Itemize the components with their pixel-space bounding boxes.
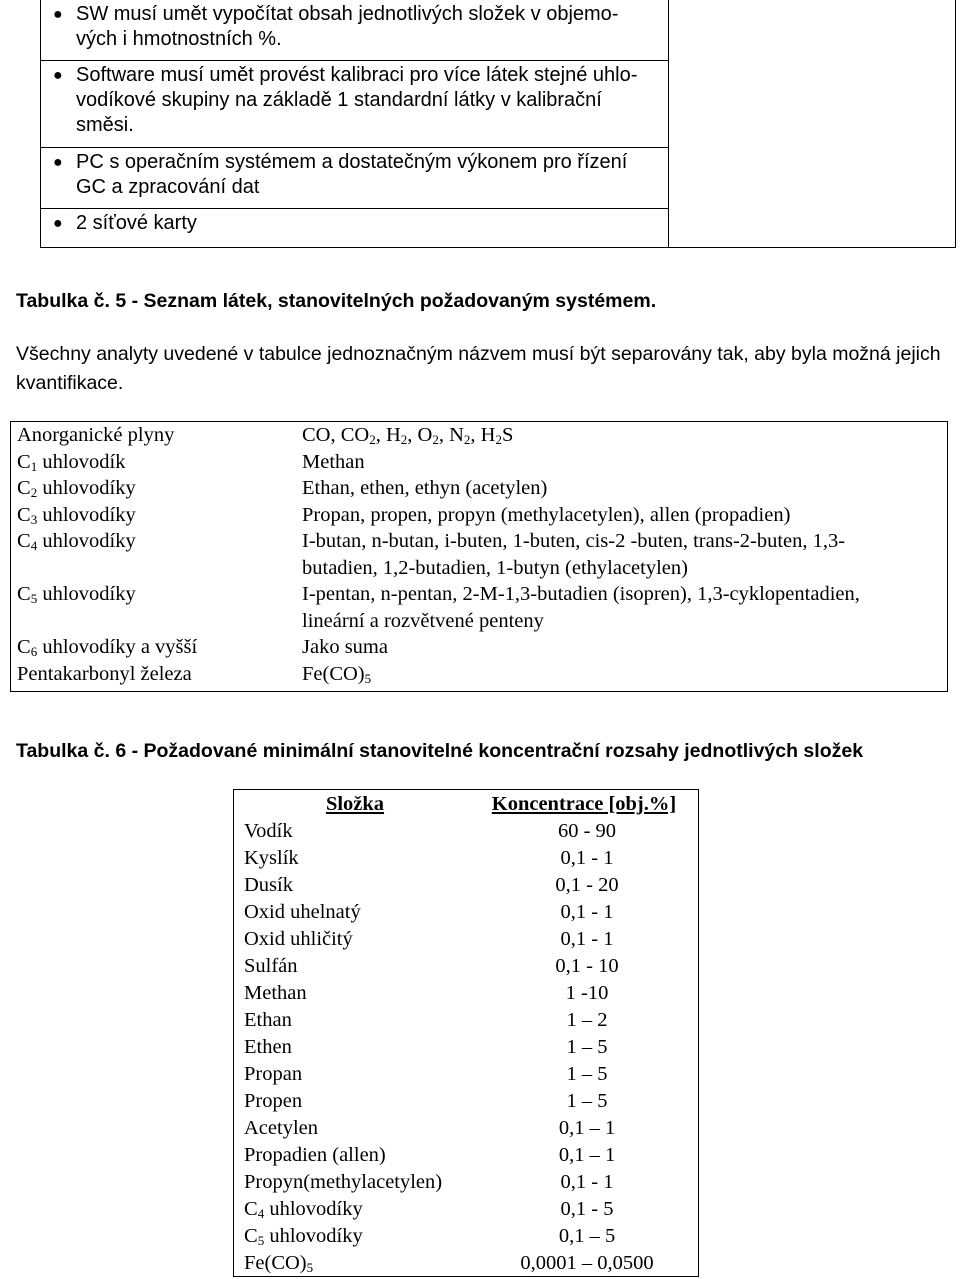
concentration-range: 0,1 - 10 (555, 955, 619, 977)
concentration-range: 0,1 - 20 (555, 874, 619, 896)
substance-group: Anorganické plyny (17, 424, 175, 446)
table5-row (11, 661, 947, 688)
bullet-icon: ● (53, 215, 63, 232)
concentration-range: 60 - 90 (557, 820, 617, 842)
substance-list: CO, $CO_2$, $H_2$, $O_2$, $N_2$, $H_2S$ (302, 424, 514, 447)
substance-list: I-pentan, n-pentan, 2-M-1,3-butadien (isopren), 1,3-cyklopentadien, lineární a rozvětvené penteny (302, 583, 860, 632)
bullet-icon: ● (53, 6, 63, 23)
component-name: Methan (244, 982, 307, 1004)
substance-list: Propan, propen, propyn (methylacetylen), allen (propadien) (302, 503, 791, 526)
concentration-range: 0,1 – 1 (558, 1144, 616, 1166)
component-name: $C_4$ uhlovodíky (244, 1198, 363, 1221)
table5-substances (10, 421, 948, 692)
table6-concentrations (233, 789, 699, 1277)
requirement-cell (41, 209, 669, 248)
component-name: Acetylen (244, 1117, 318, 1139)
component-name: Ethen (244, 1036, 292, 1058)
requirement-item (41, 61, 668, 144)
substance-group: $C_6$ uhlovodíky a vyšší (17, 636, 198, 659)
concentration-range: 1 -10 (565, 982, 609, 1004)
concentration-range: 1 – 5 (566, 1036, 608, 1058)
component-name: Oxid uhelnatý (244, 901, 361, 923)
table6-row (234, 1061, 698, 1088)
bullet-icon: ● (53, 67, 63, 85)
substance-group: $C_4$ uhlovodíky (17, 530, 136, 553)
component-name: Ethan (244, 1009, 292, 1031)
component-name: Propadien (allen) (244, 1144, 386, 1166)
table6-row (234, 980, 698, 1007)
table6-row (234, 1196, 698, 1223)
requirement-text: PC s operačním systémem a dostatečným výkonem pro řízení GC a zpracování dat (76, 150, 628, 198)
table6-row (234, 845, 698, 872)
concentration-range: 0,1 - 1 (560, 901, 614, 923)
table6-header (234, 790, 698, 818)
header-concentration: Koncentrace [obj.%] (491, 793, 677, 815)
header-component: Složka (325, 793, 385, 815)
concentration-range: 0,1 - 1 (560, 1171, 614, 1193)
substance-list: $Fe(CO)_5$ (302, 662, 372, 686)
component-name: $Fe(CO)_5$ (244, 1252, 314, 1275)
concentration-range: 1 – 5 (566, 1063, 608, 1085)
concentration-range: 0,1 - 1 (560, 847, 614, 869)
table6-row (234, 1115, 698, 1142)
requirement-item (41, 0, 668, 58)
component-name: Propan (244, 1063, 303, 1085)
requirement-text: 2 síťové karty (76, 212, 197, 234)
table5-row (11, 422, 947, 449)
table6-row (234, 1088, 698, 1115)
requirement-item (41, 148, 668, 206)
component-name: Sulfán (244, 955, 298, 977)
component-name: Dusík (244, 874, 293, 896)
substance-list: Methan (302, 450, 365, 473)
table5-caption: Tabulka č. 5 - Seznam látek, stanovitelných požadovaným systémem. (16, 290, 657, 312)
concentration-range: 0,1 – 1 (558, 1117, 616, 1139)
requirements-table (40, 0, 956, 248)
requirement-text: Software musí umět provést kalibraci pro více látek stejné uhlo- vodíkové skupiny na základě 1 standardní látky v kalibrační směsi. (76, 64, 638, 137)
table6-caption: Tabulka č. 6 - Požadované minimální stanovitelné koncentrační rozsahy jednotlivých složek (16, 740, 864, 762)
component-name: Vodík (244, 820, 293, 842)
component-name: Propen (244, 1090, 303, 1112)
substance-group: Pentakarbonyl železa (17, 662, 192, 685)
bullet-icon: ● (53, 153, 63, 171)
component-name: Propyn(methylacetylen) (244, 1171, 443, 1193)
table6-row (234, 1142, 698, 1169)
table6-row (234, 899, 698, 926)
requirement-cell (41, 61, 669, 148)
table5-row (11, 634, 947, 661)
concentration-range: 1 – 5 (566, 1090, 608, 1112)
table6-row (234, 1223, 698, 1250)
concentration-range: 1 – 2 (566, 1009, 608, 1031)
substance-list: Ethan, ethen, ethyn (acetylen) (302, 477, 548, 499)
component-name: Oxid uhličitý (244, 928, 353, 950)
table6-row (234, 1169, 698, 1196)
table6-row (234, 926, 698, 953)
requirement-cell (41, 147, 669, 208)
table5-row (11, 528, 947, 581)
substance-list: Jako suma (302, 636, 388, 658)
table6-row (234, 818, 698, 845)
requirement-cell (41, 0, 669, 61)
requirement-text: SW musí umět vypočítat obsah jednotlivých složek v objemo- vých i hmotnostních %. (76, 3, 619, 50)
substance-group: $C_5$ uhlovodíky (17, 583, 136, 606)
table5-row (11, 581, 947, 634)
concentration-range: 0,0001 – 0,0500 (520, 1252, 654, 1274)
substance-group: $C_3$ uhlovodíky (17, 503, 136, 527)
substance-group: $C_2$ uhlovodíky (17, 477, 136, 500)
table6-row (234, 1007, 698, 1034)
table6-row (234, 1250, 698, 1277)
substance-list: I-butan, n-butan, i-buten, 1-buten, cis-2 -buten, trans-2-buten, 1,3-butadien, 1,2-butadien, 1-butyn (ethylacetylen) (302, 530, 846, 579)
substance-group: $C_1$ uhlovodík (17, 450, 126, 474)
table6-row (234, 872, 698, 899)
table5-row (11, 449, 947, 476)
requirement-row (41, 0, 956, 61)
concentration-range: 0,1 - 5 (560, 1198, 614, 1220)
table5-row (11, 475, 947, 502)
concentration-range: 0,1 - 1 (560, 928, 614, 950)
empty-cell (669, 0, 956, 248)
table5-row (11, 502, 947, 529)
component-name: $C_5$ uhlovodíky (244, 1225, 363, 1248)
table6-row (234, 1034, 698, 1061)
table6-row (234, 953, 698, 980)
component-name: Kyslík (244, 847, 299, 869)
table5-note: Všechny analyty uvedené v tabulce jednoznačným názvem musí být separovány tak, aby byla možná jejich kvantifikace. (16, 343, 941, 394)
concentration-range: 0,1 – 5 (558, 1225, 616, 1247)
requirement-item (41, 209, 668, 242)
